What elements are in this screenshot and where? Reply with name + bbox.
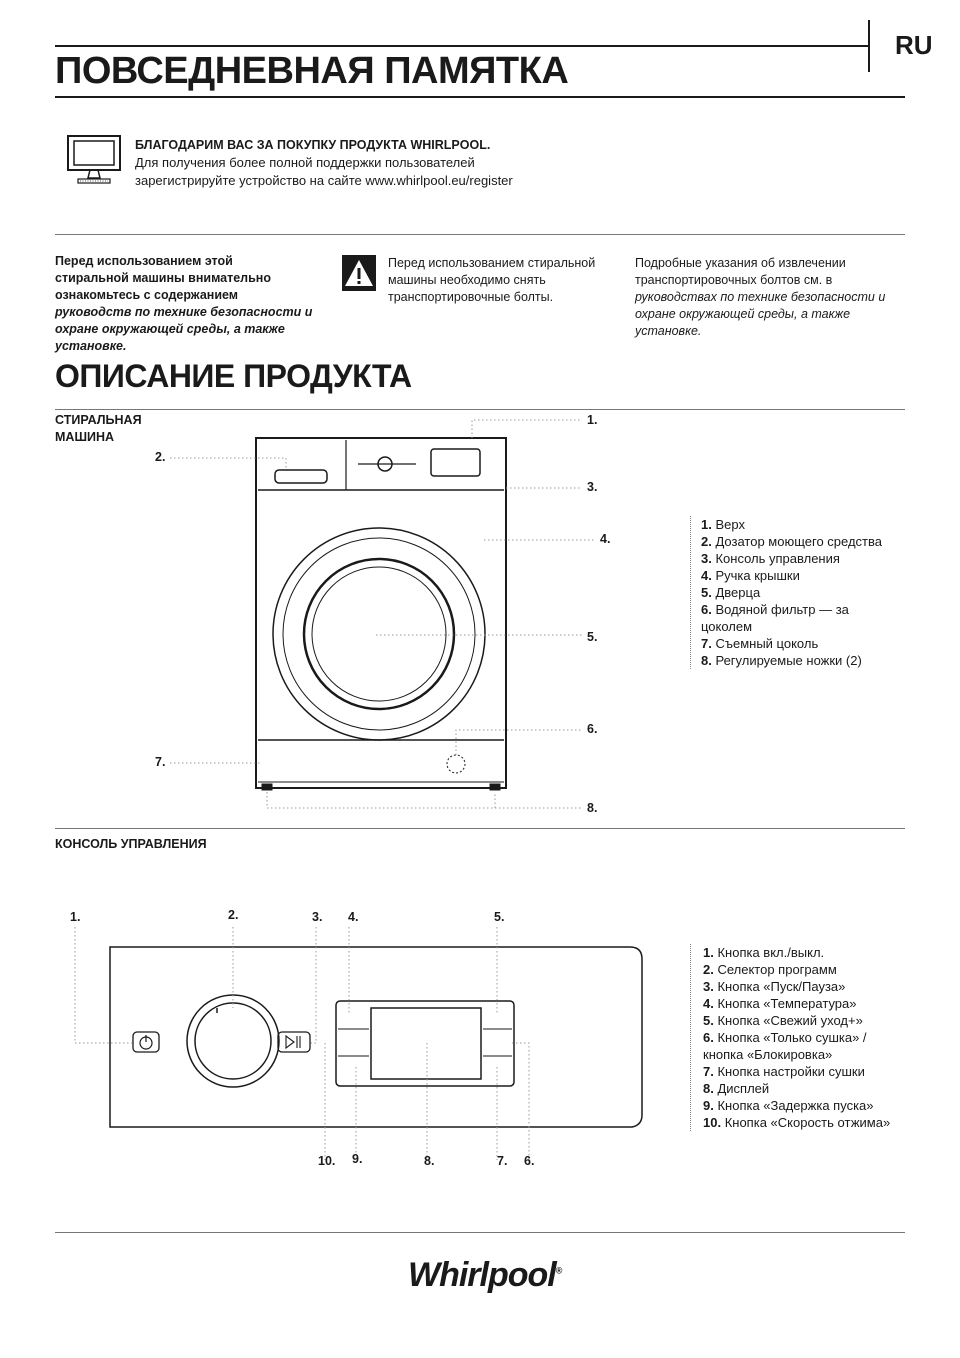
legend-item: 10. Кнопка «Скорость отжима» [703, 1115, 891, 1130]
callout-8: 8. [587, 801, 598, 815]
whirlpool-logo [408, 1256, 561, 1295]
header-top-rule [55, 45, 869, 47]
washing-machine-diagram [150, 410, 620, 820]
legend-item: 2. Селектор программ [703, 962, 837, 977]
note-text: руководств по технике безопасности и [55, 305, 313, 319]
bolts-reference-note [635, 255, 905, 340]
console-callout-4: 4. [348, 910, 359, 924]
legend-item: 8. Регулируемые ножки (2) [701, 653, 862, 668]
note-text: охране окружающей среды, а также [635, 307, 851, 321]
legend-item: 6. Кнопка «Только сушка» / [703, 1030, 867, 1045]
callout-1: 1. [587, 413, 598, 427]
warning-icon [342, 255, 376, 291]
callout-2: 2. [155, 450, 166, 464]
washer-label-line: СТИРАЛЬНАЯ [55, 413, 142, 427]
washer-label-line: МАШИНА [55, 430, 115, 444]
console-rule [55, 828, 905, 829]
console-callout-6: 6. [524, 1154, 535, 1168]
console-callout-9: 9. [352, 1152, 363, 1166]
legend-item: 7. Кнопка настройки сушки [703, 1064, 865, 1079]
legend-item: 4. Кнопка «Температура» [703, 996, 857, 1011]
legend-item: 5. Дверца [701, 585, 761, 600]
legend-item: 1. Кнопка вкл./выкл. [703, 945, 825, 960]
note-text: Перед использованием этой [55, 254, 233, 268]
washer-parts-legend [690, 516, 911, 669]
intro-line-1: Для получения более полной поддержки пользователей [135, 155, 475, 170]
legend-item: 8. Дисплей [703, 1081, 770, 1096]
intro-line-2: зарегистрируйте устройство на сайте www.whirlpool.eu/register [135, 173, 513, 188]
control-console-diagram [60, 905, 660, 1175]
washer-label [55, 412, 142, 446]
note-text: стиральной машины внимательно [55, 271, 271, 285]
product-section-title: ОПИСАНИЕ ПРОДУКТА [55, 358, 412, 394]
legend-item: 4. Ручка крышки [701, 568, 800, 583]
callout-4: 4. [600, 532, 611, 546]
console-parts-legend [690, 944, 913, 1131]
legend-item: кнопка «Блокировка» [703, 1047, 833, 1062]
transport-bolts-note [388, 255, 628, 306]
callout-6: 6. [587, 722, 598, 736]
brand-name: Whirlpool [408, 1256, 556, 1294]
legend-item: 6. Водяной фильтр — за [701, 602, 849, 617]
console-callout-7: 7. [497, 1154, 508, 1168]
section-rule [55, 234, 905, 235]
legend-item: 7. Съемный цоколь [701, 636, 819, 651]
console-callout-2: 2. [228, 908, 239, 922]
note-text: Перед использованием стиральной [388, 256, 596, 270]
language-badge: RU [895, 30, 933, 60]
console-section-label: КОНСОЛЬ УПРАВЛЕНИЯ [55, 837, 207, 851]
intro-text [135, 136, 513, 190]
note-text: охране окружающей среды, а также [55, 322, 285, 336]
footer-rule [55, 1232, 905, 1233]
legend-item: 1. Верх [701, 517, 745, 532]
note-text: машины необходимо снять [388, 273, 546, 287]
computer-monitor-icon [66, 134, 122, 188]
note-text: Подробные указания об извлечении [635, 256, 846, 270]
note-text: ознакомьтесь с содержанием [55, 288, 239, 302]
note-text: транспортировочных болтов см. в [635, 273, 833, 287]
legend-item: 2. Дозатор моющего средства [701, 534, 882, 549]
callout-7: 7. [155, 755, 166, 769]
note-text: установке. [55, 339, 127, 353]
safety-note [55, 253, 335, 355]
registered-mark: ® [555, 1265, 562, 1276]
console-callout-1: 1. [70, 910, 81, 924]
console-callout-3: 3. [312, 910, 323, 924]
note-text: транспортировочные болты. [388, 290, 554, 304]
note-text: установке. [635, 324, 702, 338]
legend-item: цоколем [701, 619, 753, 634]
console-callout-8: 8. [424, 1154, 435, 1168]
legend-item: 5. Кнопка «Свежий уход+» [703, 1013, 863, 1028]
header-divider [868, 20, 870, 72]
callout-3: 3. [587, 480, 598, 494]
page-title: ПОВСЕДНЕВНАЯ ПАМЯТКА [55, 50, 569, 92]
console-callout-10: 10. [318, 1154, 336, 1168]
legend-item: 3. Консоль управления [701, 551, 840, 566]
header-bottom-rule [55, 96, 905, 98]
legend-item: 3. Кнопка «Пуск/Пауза» [703, 979, 846, 994]
console-callout-5: 5. [494, 910, 505, 924]
callout-5: 5. [587, 630, 598, 644]
note-text: руководствах по технике безопасности и [635, 290, 886, 304]
intro-heading: БЛАГОДАРИМ ВАС ЗА ПОКУПКУ ПРОДУКТА WHIRLPOOL. [135, 138, 491, 152]
legend-item: 9. Кнопка «Задержка пуска» [703, 1098, 874, 1113]
